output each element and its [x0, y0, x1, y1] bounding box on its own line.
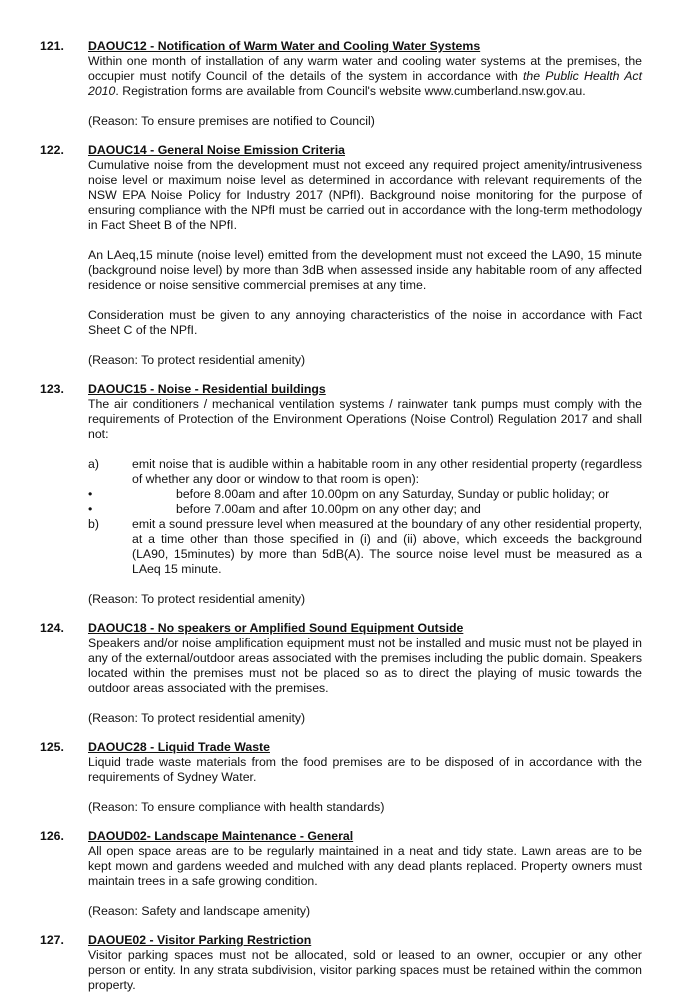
condition-number: 125. — [40, 740, 64, 754]
list-marker: a) — [88, 457, 99, 471]
bullet-text: before 8.00am and after 10.00pm on any Saturday, Sunday or public holiday; or — [176, 487, 610, 501]
list-item-b — [88, 517, 642, 577]
condition-reason: (Reason: To ensure compliance with health standards) — [88, 800, 385, 814]
list-item-text: emit a sound pressure level when measured at the boundary of any other residential property, at a time other than those specified in (i) and (ii) above, which exceeds the background (LA90, 15minutes) by more than 5dB(A). The source noise level must be measured as a LAeq 15 minute. — [132, 517, 642, 576]
condition-text: Visitor parking spaces must not be allocated, sold or leased to an owner, occupier or any other person or entity. In any strata subdivision, visitor parking spaces must be retained within the common property. — [88, 948, 642, 992]
condition-number: 124. — [40, 621, 64, 635]
condition-paragraph: Consideration must be given to any annoying characteristics of the noise in accordance with Fact Sheet C of the NPfI. — [88, 308, 642, 337]
bullet-item — [88, 487, 642, 502]
condition-122 — [0, 143, 683, 368]
bullet-icon: • — [88, 502, 93, 516]
condition-126 — [0, 829, 683, 919]
condition-paragraph: Cumulative noise from the development must not exceed any required project amenity/intrusiveness noise level or maximum noise level as determined in accordance with relevant requirements of the NSW EPA Noise Policy for Industry 2017 (NPfI). Background noise monitoring for the purpose of ensuring compliance with the NPfI must be carried out in accordance with the long-term methodology in Fact Sheet B of the NPfI. — [88, 158, 642, 232]
condition-text: Within one month of installation of any warm water and cooling water systems at the premises, the occupier must notify Council of the details of the system in accordance with the Public Health Act 2010. Registration forms are available from Council's website www.cumberland.nsw.gov.au. — [88, 54, 642, 98]
condition-title: DAOUC15 - Noise - Residential buildings — [88, 382, 326, 396]
condition-number: 121. — [40, 39, 64, 53]
condition-number: 123. — [40, 382, 64, 396]
condition-title: DAOUC14 - General Noise Emission Criteria — [88, 143, 345, 157]
list-marker: b) — [88, 517, 99, 531]
condition-reason: (Reason: To protect residential amenity) — [88, 353, 306, 367]
condition-reason: (Reason: To protect residential amenity) — [88, 711, 306, 725]
list-item-text: emit noise that is audible within a habitable room in any other residential property (regardless of whether any door or window to that room is open): — [132, 457, 642, 486]
condition-reason: (Reason: To ensure premises are notified to Council) — [88, 114, 375, 128]
condition-reason: (Reason: Safety and landscape amenity) — [88, 904, 311, 918]
condition-title: DAOUC12 - Notification of Warm Water and Cooling Water Systems — [88, 39, 481, 53]
document-page — [0, 39, 683, 1007]
condition-reason: (Reason: To protect residential amenity) — [88, 592, 306, 606]
list-item-a — [88, 457, 642, 487]
condition-title: DAOUE02 - Visitor Parking Restriction — [88, 933, 312, 947]
bullet-icon: • — [88, 487, 93, 501]
condition-text: All open space areas are to be regularly maintained in a neat and tidy state. Lawn areas are to be kept mown and gardens weeded and mulched with any dead plants replaced. Property owners must maintain trees in a safe growing condition. — [88, 844, 642, 888]
condition-number: 126. — [40, 829, 64, 843]
condition-121 — [0, 39, 683, 129]
condition-intro: The air conditioners / mechanical ventilation systems / rainwater tank pumps must comply with the requirements of Protection of the Environment Operations (Noise Control) Regulation 2017 and shall not: — [88, 397, 642, 441]
condition-text: Speakers and/or noise amplification equipment must not be installed and music must not be played in any of the external/outdoor areas associated with the premises including the public domain. Speakers located within the premises must not be placed so as to direct the playing of music towards the outdoor areas associated with the premises. — [88, 636, 642, 695]
condition-title: DAOUC18 - No speakers or Amplified Sound Equipment Outside — [88, 621, 464, 635]
condition-title: DAOUD02- Landscape Maintenance - General — [88, 829, 354, 843]
condition-123 — [0, 382, 683, 607]
condition-127 — [0, 933, 683, 993]
condition-title: DAOUC28 - Liquid Trade Waste — [88, 740, 270, 754]
condition-number: 122. — [40, 143, 64, 157]
condition-paragraph: An LAeq,15 minute (noise level) emitted from the development must not exceed the LA90, 15 minute (background noise level) by more than 3dB when assessed inside any habitable room of any affected residence or noise sensitive commercial premises at any time. — [88, 248, 642, 292]
condition-number: 127. — [40, 933, 64, 947]
condition-124 — [0, 621, 683, 726]
condition-125 — [0, 740, 683, 815]
bullet-item — [88, 502, 642, 517]
bullet-text: before 7.00am and after 10.00pm on any other day; and — [176, 502, 481, 516]
condition-text: Liquid trade waste materials from the food premises are to be disposed of in accordance with the requirements of Sydney Water. — [88, 755, 642, 784]
